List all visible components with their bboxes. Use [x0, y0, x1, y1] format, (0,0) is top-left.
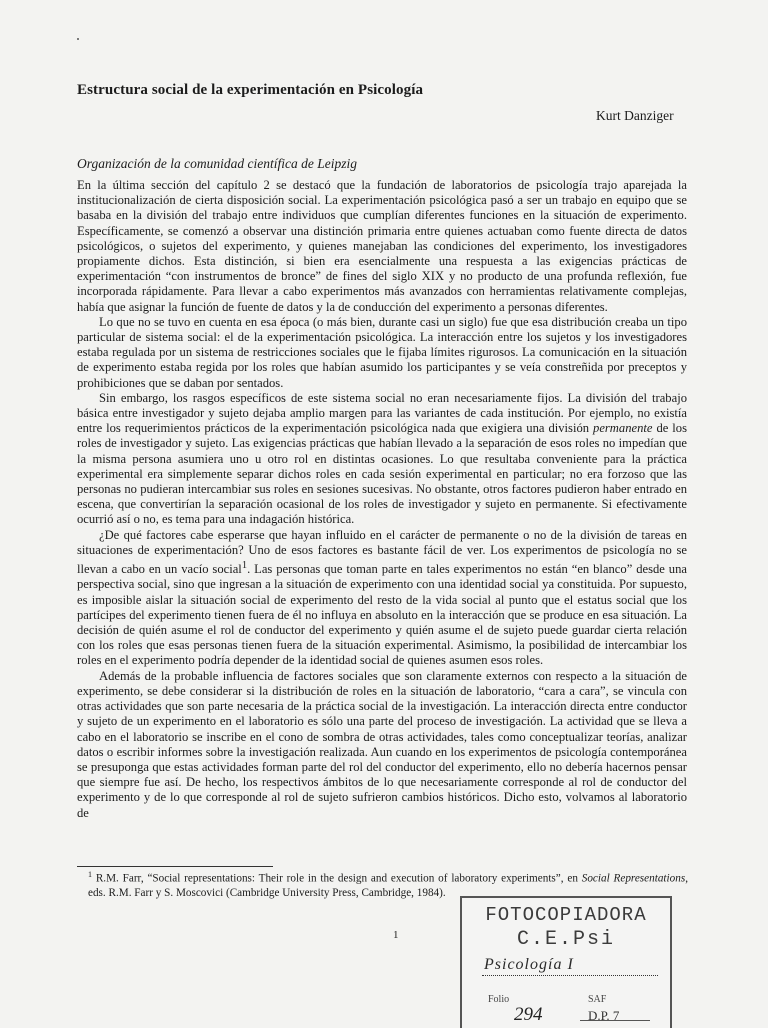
stamp-ref-label: SAF: [588, 994, 607, 1005]
emphasis-word: permanente: [593, 421, 653, 436]
stamp-line-1: FOTOCOPIADORA: [485, 904, 647, 926]
paragraph-3: Sin embargo, los rasgos específicos de este sistema social no eran necesariamente fijos. La división del trabajo básica entre investigador y sujeto dejaba amplio margen para las variantes de cada institución. Por ejemplo, no existía entre los requerimientos prácticos de la experimentación psicológica nada que exigiera una división permanente de los roles de investigador y sujeto. Las exigencias prácticas que habían llevado a la separación de esos roles no impedían que la misma persona asumiera uno u otro rol en distintas ocasiones. Lo que resultaba conveniente para la práctica experimental era simplemente separar dichos roles en cada sesión experimental en particular; no era forzoso que las personas no pudieran intercambiar sus roles en sesiones sucesivas. No obstante, otros factores pudieron haber entrado en escena, que convertirían la separación ocasional de los roles de investigador y sujeto en permanente. Si efectivamente ocurrió así o no, es tema para una indagación histórica.: [77, 390, 687, 527]
footnote-marker: 1: [88, 870, 92, 879]
photocopy-stamp: [460, 896, 672, 1028]
paragraph-1: En la última sección del capítulo 2 se destacó que la fundación de laboratorios de psicología trajo aparejada la institucionalización de cierta disposición social. La experimentación psicológica pasó a ser un trabajo en equipo que se basaba en la división del trabajo entre individuos que cumplían diferentes funciones en la situación de experimento. Específicamente, se comenzó a observar una distinción primaria entre quienes actuaban como fuente directa de datos psicológicos, o sujetos del experimento, y quienes manejaban las condiciones del experimento, los investigadores propiamente dichos. Esta distinción, si bien era esencialmente una respuesta a las exigencias prácticas de experimentación “con instrumentos de bronce” de fines del siglo XIX y no producto de una profunda reflexión, fue incorporada rápidamente. Para llevar a cabo experimentos más avanzados con herramientas relativamente complejas, había que asignar la función de fuente de datos y la de conducción del experimento a personas diferentes.: [77, 178, 687, 314]
stamp-folio-label: Folio: [488, 994, 510, 1005]
document-author: Kurt Danziger: [596, 108, 674, 123]
stamp-ref-value: D.P. 7: [588, 1008, 620, 1023]
paragraph-5: Además de la probable influencia de factores sociales que son claramente externos con respecto a la situación de experimento, se debe considerar si la distribución de roles en la situación de laboratorio, “cara a cara”, se vincula con otras actividades que son parte necesaria de la práctica social de la investigación. La interacción directa entre conductor y sujeto de un experimento en el laboratorio es sólo una parte del proceso de investigación. La actividad que se lleva a cabo en el laboratorio se inscribe en el cono de sombra de otras actividades, tales como conceptualizar teorías, analizar datos o escribir informes sobre la investigación realizada. Aun cuando en los experimentos de psicología contemporánea se presuponga que estas actividades forman parte del rol del conductor del experimento, ello no debería hacernos pensar que siempre fue así. De hecho, los respectivos ámbitos de lo que necesariamente corresponde al rol de conductor del experimento y de lo que corresponde al rol de sujeto sufrieron cambios históricos. Dicho esto, volvamos al laboratorio de: [77, 668, 687, 820]
paragraph-2: Lo que no se tuvo en cuenta en esa época (o más bien, durante casi un siglo) fue que esa distribución creaba un tipo particular de sistema social: el de la experimentación psicológica. La interacción entre los sujetos y los investigadores estaba regulada por un sistema de restricciones sociales que le fijaba límites rigurosos. La comunicación en la situación de experimento estaba regida por los roles que habían asumido los participantes y se veía constreñida por preceptos y prohibiciones que se daban por sentados.: [77, 314, 687, 390]
section-title: Organización de la comunidad científica de Leipzig: [77, 156, 357, 171]
scan-speck: [77, 38, 79, 40]
stamp-line-2: C.E.Psi: [516, 928, 615, 951]
stamp-ref-underline: [580, 1020, 650, 1021]
stamp-folio-number: 294: [514, 1004, 543, 1025]
stamp-divider: [482, 975, 658, 976]
body-text: [77, 178, 687, 821]
footnote-reference: 1: [241, 560, 248, 572]
footnote: $^1$ R.M. Farr, “Social representations: Their role in the design and execution of laboratory experiments”, en Social Representations, eds. R.M. Farr y S. Moscovici (Cambridge University Press, Cambridge, 1984).: [88, 870, 688, 899]
footnote-divider: [77, 866, 273, 867]
stamp-handwritten-subject: Psicología I: [484, 956, 574, 973]
document-title: Estructura social de la experimentación en Psicología: [77, 82, 424, 98]
paragraph-4: ¿De qué factores cabe esperarse que hayan influido en el carácter de permanente o no de la división de tareas en situaciones de experimentación? Uno de esos factores es bastante fácil de ver. Los experimentos de psicología no se llevan a cabo en un vacío social$^1$. Las personas que toman parte en tales experimentos no están “en blanco” desde una perspectiva social, sino que ingresan a la situación de experimento con una identidad social ya constituida. Por supuesto, es imposible aislar la situación social de experimento del resto de la vida social al punto que el estatus social que los partícipes del experimento tienen fuera de él no influya en absoluto en la interacción que se produce en esa situación. La decisión de quién asume el rol de conductor del experimento y quién asume el de sujeto puede guardar cierta relación con los roles que esas personas tienen fuera de la situación experimental. Asimismo, la posibilidad de intercambiar los roles en el experimento podría depender de la identidad social de quienes asumen esos roles.: [77, 527, 687, 668]
page-number: 1: [393, 929, 399, 941]
